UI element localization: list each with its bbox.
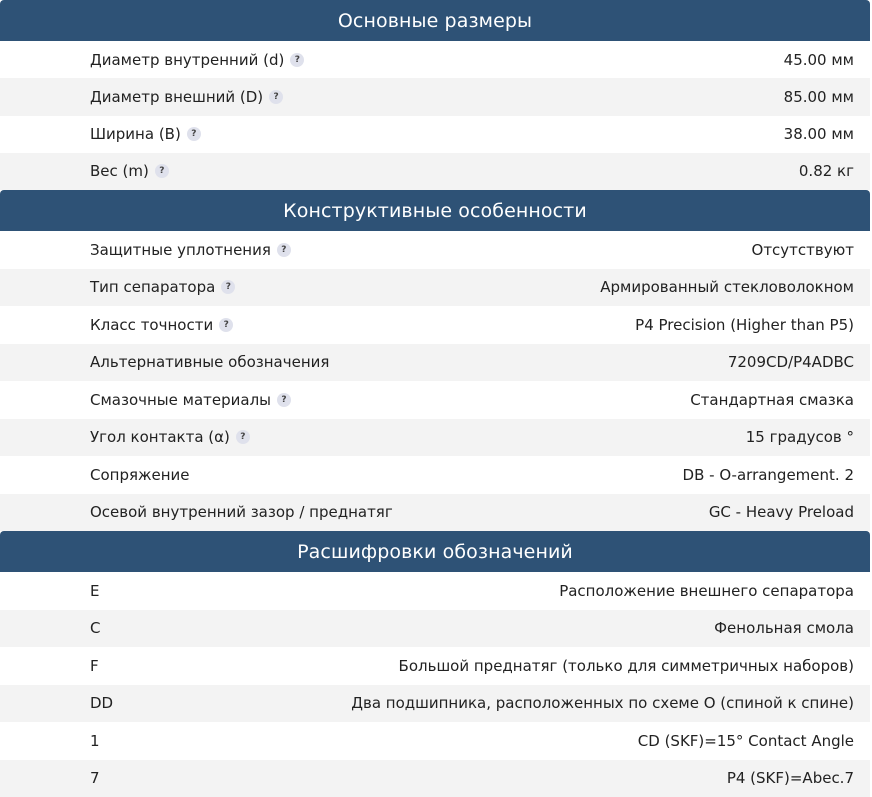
table-row [0,116,870,153]
help-icon[interactable]: ? [290,53,304,67]
table-row [0,419,870,457]
table-row [0,685,870,723]
row-label: Угол контакта (α) [90,428,230,446]
row-label: Смазочные материалы [90,391,271,409]
table-row [0,231,870,269]
section-header: Основные размеры [0,0,870,41]
row-label: F [90,657,99,675]
row-label: 7 [90,769,100,787]
row-label: Ширина (B) [90,125,181,143]
row-value: Отсутствуют [752,241,854,259]
table-row [0,722,870,760]
row-value: CD (SKF)=15° Contact Angle [638,732,854,750]
help-icon[interactable]: ? [277,243,291,257]
row-label: Вес (m) [90,162,149,180]
row-value: Большой преднатяг (только для симметричных наборов) [399,657,854,675]
row-value: 0.82 кг [799,162,854,180]
row-label: Альтернативные обозначения [90,353,329,371]
section-designation-decoding [0,531,870,797]
section-header: Конструктивные особенности [0,190,870,231]
table-row [0,456,870,494]
row-label: C [90,619,100,637]
row-label: Осевой внутренний зазор / преднатяг [90,503,393,521]
help-icon[interactable]: ? [269,90,283,104]
section-design-features [0,190,870,531]
row-value: GC - Heavy Preload [709,503,854,521]
row-value: Два подшипника, расположенных по схеме О (спиной к спине) [351,694,854,712]
table-row [0,610,870,648]
table-row [0,381,870,419]
row-label: DD [90,694,113,712]
row-label: Защитные уплотнения [90,241,271,259]
row-value: P4 (SKF)=Abec.7 [727,769,854,787]
help-icon[interactable]: ? [219,318,233,332]
help-icon[interactable]: ? [187,127,201,141]
row-label: Диаметр внешний (D) [90,88,263,106]
table-row [0,647,870,685]
row-label: Диаметр внутренний (d) [90,51,284,69]
row-value: Стандартная смазка [690,391,854,409]
help-icon[interactable]: ? [236,430,250,444]
row-value: P4 Precision (Higher than P5) [635,316,854,334]
row-value: 15 градусов ° [746,428,854,446]
table-row [0,78,870,115]
table-row [0,41,870,78]
row-label: E [90,582,99,600]
help-icon[interactable]: ? [277,393,291,407]
help-icon[interactable]: ? [221,280,235,294]
help-icon[interactable]: ? [155,164,169,178]
row-value: Фенольная смола [714,619,854,637]
table-row [0,153,870,190]
row-value: 45.00 мм [784,51,854,69]
section-header: Расшифровки обозначений [0,531,870,572]
row-value: 85.00 мм [784,88,854,106]
row-label: Тип сепаратора [90,278,215,296]
row-value: Расположение внешнего сепаратора [559,582,854,600]
table-row [0,494,870,532]
table-row [0,344,870,382]
row-label: 1 [90,732,100,750]
table-row [0,760,870,797]
table-row [0,306,870,344]
table-row [0,269,870,307]
row-value: 38.00 мм [784,125,854,143]
table-row [0,572,870,610]
row-label: Класс точности [90,316,213,334]
row-value: Армированный стекловолокном [600,278,854,296]
row-label: Сопряжение [90,466,190,484]
row-value: DB - O-arrangement. 2 [683,466,854,484]
section-main-dimensions [0,0,870,190]
row-value: 7209CD/P4ADBC [728,353,854,371]
